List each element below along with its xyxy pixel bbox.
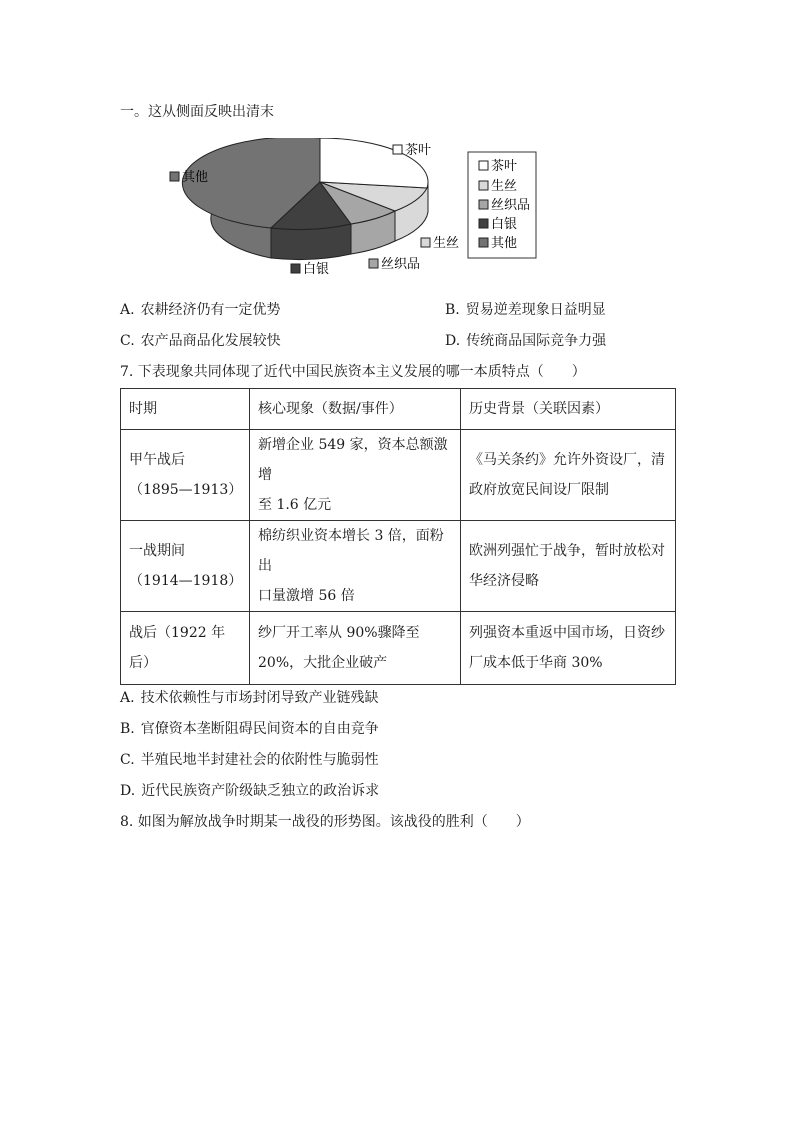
q6-stem: 一。这从侧面反映出清末 (120, 104, 274, 120)
q6-option-b[interactable] (445, 301, 606, 319)
cell-line: 厂成本低于华商 30% (469, 655, 603, 671)
cell-line: 战后（1922 年 (129, 625, 226, 641)
cell-background (461, 521, 676, 612)
option-letter: B. (445, 302, 460, 318)
cell-phenomenon (250, 612, 461, 685)
cell-line: 纱厂开工率从 90%骤降至 (258, 625, 420, 641)
legend-swatch-tea (479, 161, 488, 170)
cell-line: 口量激增 56 倍 (258, 588, 355, 604)
option-text: 贸易逆差现象日益明显 (465, 302, 606, 318)
table-row (121, 612, 676, 685)
q7-option-b[interactable] (120, 720, 379, 738)
legend-item-silk-goods: 丝织品 (491, 198, 531, 213)
cell-phenomenon (250, 430, 461, 521)
chart-legend (468, 152, 536, 258)
cell-background (461, 612, 676, 685)
slice-label-tea: 茶叶 (405, 143, 432, 158)
label-swatch-tea (393, 145, 402, 154)
cell-line: 至 1.6 亿元 (258, 497, 332, 513)
cell-line: 棉纺织业资本增长 3 倍，面粉出 (258, 528, 444, 574)
table-header-period: 时期 (121, 389, 250, 430)
q8-stem: 8. 如图为解放战争时期某一战役的形势图。该战役的胜利（ ） (120, 814, 530, 830)
cell-line: 《马关条约》允许外资设厂，清 (469, 452, 665, 468)
q7-option-a[interactable] (120, 689, 379, 707)
table-row (121, 521, 676, 612)
slice-label-silver: 白银 (303, 262, 330, 277)
cell-line: 政府放宽民间设厂限制 (469, 482, 609, 498)
option-text: 近代民族资产阶级缺乏独立的政治诉求 (141, 783, 380, 799)
legend-swatch-silk-goods (479, 200, 488, 209)
option-letter: D. (120, 783, 136, 799)
slice-label-raw-silk: 生丝 (433, 236, 460, 251)
q6-option-a[interactable] (120, 301, 281, 319)
legend-item-other: 其他 (491, 236, 518, 251)
q7-stem: 7. 下表现象共同体现了近代中国民族资本主义发展的哪一本质特点（ ） (120, 364, 586, 380)
cell-phenomenon (250, 521, 461, 612)
table-row (121, 430, 676, 521)
option-text: 半殖民地半封建社会的依附性与脆弱性 (140, 752, 379, 768)
legend-item-raw-silk: 生丝 (491, 179, 518, 194)
option-text: 农耕经济仍有一定优势 (140, 302, 281, 318)
legend-item-tea: 茶叶 (491, 159, 518, 174)
cell-line: （1895—1913） (129, 482, 243, 498)
cell-line: 一战期间 (129, 543, 185, 559)
legend-swatch-silver (479, 219, 488, 228)
cell-line: 华经济侵略 (469, 573, 539, 589)
table-header-phenomenon: 核心现象（数据/事件） (250, 389, 461, 430)
option-letter: C. (120, 752, 135, 768)
option-text: 农产品商品化发展较快 (140, 333, 281, 349)
cell-line: 列强资本重返中国市场，日资纱 (469, 625, 665, 641)
q6-option-d[interactable] (445, 332, 606, 350)
pie-chart (150, 138, 550, 280)
option-letter: B. (120, 721, 135, 737)
label-swatch-silk-goods (369, 259, 378, 268)
option-text: 官僚资本垄断阻碍民间资本的自由竞争 (140, 721, 379, 737)
label-swatch-other (170, 172, 179, 181)
option-text: 传统商品国际竞争力强 (466, 333, 607, 349)
option-letter: C. (120, 333, 135, 349)
label-swatch-raw-silk (421, 238, 430, 247)
slice-label-silk-goods: 丝织品 (381, 257, 421, 272)
cell-line: 欧洲列强忙于战争，暂时放松对 (469, 543, 665, 559)
legend-swatch-raw-silk (479, 181, 488, 190)
cell-line: 后） (129, 655, 157, 671)
option-letter: D. (445, 333, 461, 349)
q6-option-c[interactable] (120, 332, 281, 350)
cell-line: 20%，大批企业破产 (258, 655, 388, 671)
cell-line: （1914—1918） (129, 573, 243, 589)
legend-item-silver: 白银 (491, 217, 518, 232)
cell-period (121, 612, 250, 685)
table-header-background: 历史背景（关联因素） (461, 389, 676, 430)
q7-option-c[interactable] (120, 751, 379, 769)
cell-line: 甲午战后 (129, 452, 185, 468)
label-swatch-silver (291, 264, 300, 273)
q7-table (120, 388, 676, 685)
cell-line: 新增企业 549 家，资本总额激增 (258, 437, 448, 483)
cell-background (461, 430, 676, 521)
cell-period (121, 430, 250, 521)
option-letter: A. (120, 690, 135, 706)
q7-option-d[interactable] (120, 782, 379, 800)
table-header-row (121, 389, 676, 430)
option-letter: A. (120, 302, 135, 318)
option-text: 技术依赖性与市场封闭导致产业链残缺 (140, 690, 379, 706)
legend-swatch-other (479, 238, 488, 247)
slice-label-other: 其他 (182, 170, 209, 185)
cell-period (121, 521, 250, 612)
